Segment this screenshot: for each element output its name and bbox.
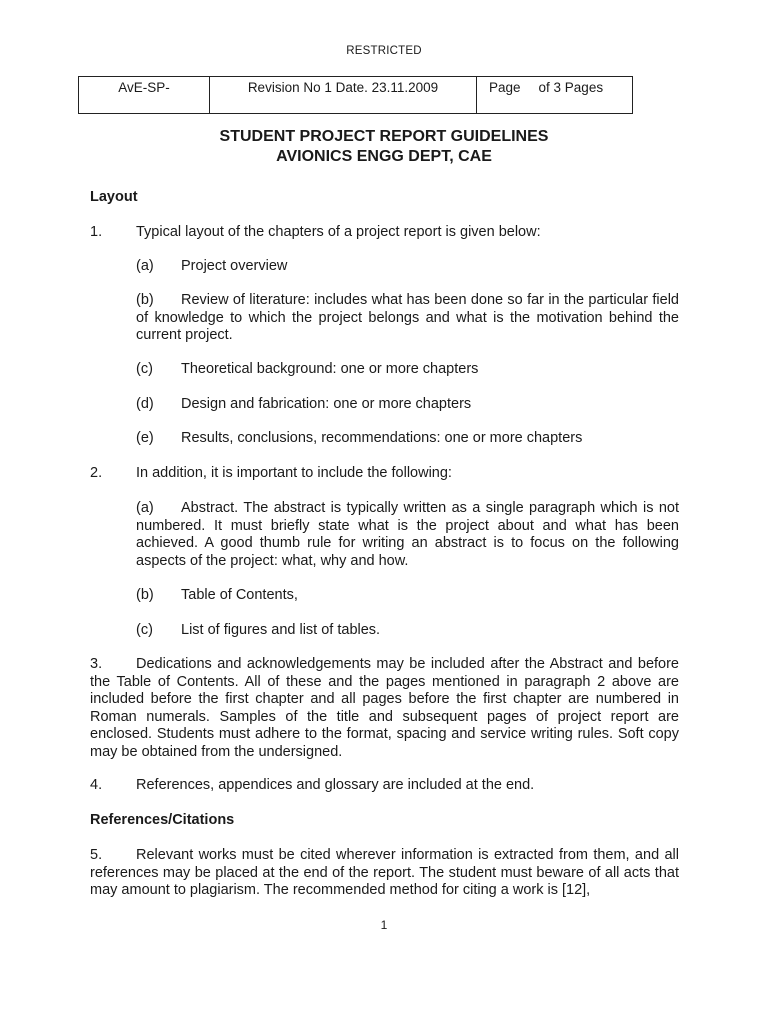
page-number: 1 <box>380 918 388 932</box>
doc-code-cell: AvE-SP- <box>79 77 210 114</box>
paragraph-number: 5. <box>90 847 103 863</box>
paragraph-text-block <box>90 847 679 900</box>
classification-label: RESTRICTED <box>346 45 422 57</box>
item-text: Project overview <box>181 258 288 274</box>
item-text: Review of literature: includes what has been done so far in the particular field of knowledge to which the project belongs and what is the motivation behind the current project. <box>136 292 679 343</box>
item-text: Design and fabrication: one or more chapters <box>181 396 472 412</box>
item-label: (a) <box>136 258 154 274</box>
item-label: (d) <box>136 396 154 412</box>
item-text: Results, conclusions, recommendations: one or more chapters <box>181 430 583 446</box>
paragraph-text: Typical layout of the chapters of a project report is given below: <box>136 224 541 240</box>
document-header-table <box>78 76 633 114</box>
item-label: (b) <box>136 587 154 603</box>
paragraph-text-block <box>90 656 679 761</box>
section-heading-references: References/Citations <box>90 812 235 828</box>
document-title: STUDENT PROJECT REPORT GUIDELINES <box>219 128 549 145</box>
item-text: Table of Contents, <box>181 587 298 603</box>
revision-cell: Revision No 1 Date. 23.11.2009 <box>210 77 477 114</box>
paragraph-text: References, appendices and glossary are included at the end. <box>136 777 535 793</box>
item-label: (e) <box>136 430 154 446</box>
page-of-label: of 3 Pages <box>538 80 604 95</box>
item-label: (c) <box>136 361 153 377</box>
document-subtitle: AVIONICS ENGG DEPT, CAE <box>276 148 492 165</box>
paragraph-text: In addition, it is important to include the following: <box>136 465 452 481</box>
item-text: Theoretical background: one or more chapters <box>181 361 479 377</box>
paragraph-number: 4. <box>90 777 103 793</box>
page-cell <box>477 77 633 114</box>
item-label: (c) <box>136 622 153 638</box>
paragraph-number: 1. <box>90 224 103 240</box>
item-label: (a) <box>136 500 154 516</box>
item-text-block <box>136 292 679 345</box>
page-label: Page <box>489 80 521 95</box>
paragraph-text: Relevant works must be cited wherever information is extracted from them, and all references may be placed at the end of the report. The student must beware of all acts that may amount to plagiarism. The recommended method for citing a work is [12], <box>90 847 679 898</box>
paragraph-text: Dedications and acknowledgements may be included after the Abstract and before the Table of Contents. All of these and the pages mentioned in paragraph 2 above are included before the first chapter and all pages before the first chapter are numbered in Roman numerals. Samples of the title and subsequent pages of project report are enclosed. Students must adhere to the format, spacing and service writing rules. Soft copy may be obtained from the undersigned. <box>90 656 679 760</box>
item-text: List of figures and list of tables. <box>181 622 381 638</box>
item-text-block <box>136 500 679 570</box>
item-text: Abstract. The abstract is typically written as a single paragraph which is not numbered. It must briefly state what is the project about and what has been achieved. A good thumb rule for writing an abstract is to focus on the following aspects of the project: what, why and how. <box>136 500 679 569</box>
paragraph-number: 3. <box>90 656 103 672</box>
item-label: (b) <box>136 292 154 308</box>
section-heading-layout: Layout <box>90 189 138 205</box>
paragraph-number: 2. <box>90 465 103 481</box>
